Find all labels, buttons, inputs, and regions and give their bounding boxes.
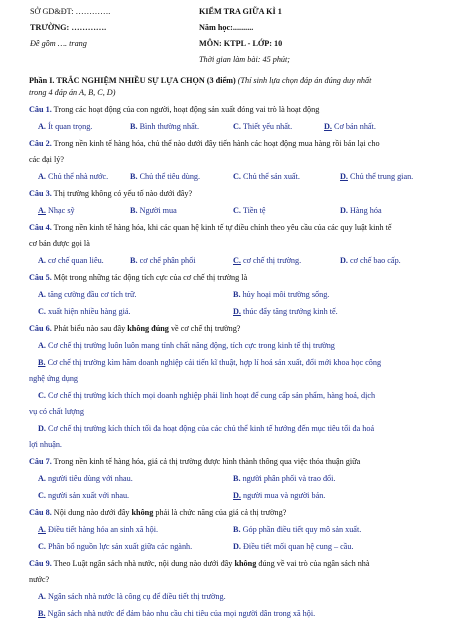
option-letter: C. xyxy=(38,307,46,316)
option-letter: C. xyxy=(38,491,46,500)
option-letter: C. xyxy=(233,122,241,131)
option-letter: A. xyxy=(38,172,46,181)
dept-label: SỞ GD&ĐT: …………. xyxy=(30,7,111,16)
question-1 xyxy=(29,105,425,116)
page-count-label: Đề gồm …. trang xyxy=(30,39,87,48)
question-text: Trong các hoạt động của con người, hoạt động sản xuất đóng vai trò là hoạt động xyxy=(53,105,320,114)
time-limit: Thời gian làm bài: 45 phút; xyxy=(199,55,291,64)
option-text: Cơ chế thị trường kìm hãm doanh nghiệp cải tiến kĩ thuật, hợp lí hoá sản xuất, đổi mới khoa học công xyxy=(47,358,382,367)
option-letter: D. xyxy=(340,172,348,181)
option-letter: A. xyxy=(38,474,46,483)
option-letter: A. xyxy=(38,592,46,601)
option-a[interactable] xyxy=(38,341,428,352)
option-text: cơ chế thị trường. xyxy=(243,256,302,265)
option-d[interactable] xyxy=(233,542,354,553)
option-letter: B. xyxy=(38,358,46,367)
option-letter: B. xyxy=(233,525,241,534)
option-letter: B. xyxy=(130,256,138,265)
option-text: Nhạc sỹ xyxy=(48,206,75,215)
exam-title: KIỂM TRA GIỮA KÌ 1 xyxy=(199,7,282,16)
section-title: Phần I. TRẮC NGHIỆM NHIỀU SỰ LỰA CHỌN (3 điểm) xyxy=(29,76,236,85)
option-b[interactable] xyxy=(38,609,315,620)
option-d[interactable] xyxy=(233,491,325,502)
question-text: Nội dung nào dưới đây xyxy=(53,508,130,517)
question-text: phải là chức năng của giá cả thị trường? xyxy=(155,508,287,517)
option-a[interactable] xyxy=(38,172,108,183)
option-letter: D. xyxy=(340,256,348,265)
question-text: Trong nền kinh tế hàng hóa, chủ thể nào dưới đây tiến hành các hoạt động mua hàng rồi bán lại cho xyxy=(53,139,380,148)
option-text: Phân bổ nguồn lực sản xuất giữa các ngành. xyxy=(48,542,193,551)
question-number: Câu 1. xyxy=(29,105,52,114)
question-4 xyxy=(29,223,425,234)
option-b[interactable] xyxy=(130,256,196,267)
question-number: Câu 3. xyxy=(29,189,52,198)
option-text: Chủ thể sản xuất. xyxy=(243,172,300,181)
option-text: Thiết yếu nhất. xyxy=(242,122,293,131)
option-letter: D. xyxy=(233,542,241,551)
option-c[interactable] xyxy=(233,122,292,133)
option-letter: D. xyxy=(233,307,241,316)
option-b[interactable] xyxy=(233,290,329,301)
question-6 xyxy=(29,324,425,335)
question-text: Theo Luật ngân sách nhà nước, nội dung nào dưới đây xyxy=(53,559,233,568)
option-letter: B. xyxy=(130,122,138,131)
option-letter: B. xyxy=(38,609,46,618)
option-text: hủy hoại môi trường sống. xyxy=(242,290,330,299)
option-letter: A. xyxy=(38,290,46,299)
option-letter: D. xyxy=(324,122,332,131)
option-letter: A. xyxy=(38,206,46,215)
option-text: Điều tiết hàng hóa an sinh xã hội. xyxy=(48,525,159,534)
option-letter: B. xyxy=(233,290,241,299)
question-text-cont: nước? xyxy=(29,575,50,584)
option-text: Người mua xyxy=(139,206,177,215)
option-text: Ít quan trọng. xyxy=(48,122,93,131)
option-letter: D. xyxy=(233,491,241,500)
question-text: Thị trường không có yếu tố nào dưới đây? xyxy=(53,189,193,198)
question-8 xyxy=(29,508,425,519)
question-3 xyxy=(29,189,425,200)
option-letter: D. xyxy=(340,206,348,215)
question-text: đúng về vai trò của ngân sách nhà xyxy=(258,559,370,568)
question-text-emphasis: không đúng xyxy=(127,324,169,333)
option-text: người tiêu dùng với nhau. xyxy=(48,474,133,483)
option-letter: D. xyxy=(38,424,46,433)
option-text: Bình thường nhất. xyxy=(139,122,200,131)
question-text: Một trong những tác động tích cực của cơ chế thị trường là xyxy=(53,273,248,282)
option-c[interactable] xyxy=(233,172,300,183)
option-a[interactable] xyxy=(38,206,75,217)
option-letter: B. xyxy=(130,172,138,181)
question-number: Câu 7. xyxy=(29,457,52,466)
option-a[interactable] xyxy=(38,592,226,603)
option-letter: C. xyxy=(38,391,46,400)
question-5 xyxy=(29,273,425,284)
option-b[interactable] xyxy=(233,525,361,536)
option-text: Ngân sách nhà nước để đảm bảo nhu cầu chi tiêu của mọi người dân trong xã hội. xyxy=(47,609,316,618)
question-number: Câu 4. xyxy=(29,223,52,232)
option-letter: C. xyxy=(38,542,46,551)
option-letter: B. xyxy=(233,474,241,483)
school-label: TRƯỜNG: …………. xyxy=(30,23,107,32)
option-letter: A. xyxy=(38,122,46,131)
question-9 xyxy=(29,559,425,570)
option-c[interactable] xyxy=(38,491,129,502)
section-heading xyxy=(29,76,429,87)
option-b-cont: nghệ ứng dụng xyxy=(29,374,79,383)
section-instruction-cont: trong 4 đáp án A, B, C, D) xyxy=(29,88,116,97)
option-text: cơ chế phân phối xyxy=(139,256,196,265)
subject-grade: MÔN: KTPL - LỚP: 10 xyxy=(199,39,283,48)
question-text-cont: các đại lý? xyxy=(29,155,65,164)
question-7 xyxy=(29,457,425,468)
question-text-cont: cơ bản được gọi là xyxy=(29,239,90,248)
option-a[interactable] xyxy=(38,122,92,133)
option-text: người mua và người bán. xyxy=(243,491,326,500)
option-text: cơ chế bao cấp. xyxy=(350,256,401,265)
option-d-cont: lợi nhuận. xyxy=(29,440,62,449)
option-a[interactable] xyxy=(38,290,136,301)
option-d[interactable] xyxy=(233,307,338,318)
option-c[interactable] xyxy=(233,206,266,217)
option-letter: C. xyxy=(233,172,241,181)
option-text: Góp phần điều tiết quy mô sản xuất. xyxy=(242,525,362,534)
option-letter: A. xyxy=(38,256,46,265)
option-b[interactable] xyxy=(38,358,433,369)
option-text: xuất hiện nhiều hàng giả. xyxy=(48,307,131,316)
question-text: Trong nền kinh tế hàng hóa, giá cả thị trường được hình thành thông qua việc thỏa thuận giữa xyxy=(53,457,361,466)
question-number: Câu 8. xyxy=(29,508,52,517)
option-text: thúc đẩy tăng trưởng kinh tế. xyxy=(243,307,338,316)
option-b[interactable] xyxy=(233,474,335,485)
question-text-emphasis: không xyxy=(234,559,257,568)
option-c-cont: vụ có chất lượng xyxy=(29,407,84,416)
option-d[interactable] xyxy=(38,424,433,435)
option-letter: B. xyxy=(130,206,138,215)
school-year: Năm học:.......... xyxy=(199,23,254,32)
option-a[interactable] xyxy=(38,256,104,267)
option-text: Ngân sách nhà nước là công cụ để điều tiết thị trường. xyxy=(48,592,226,601)
option-text: Hàng hóa xyxy=(350,206,382,215)
option-c[interactable] xyxy=(38,307,131,318)
option-d[interactable] xyxy=(324,122,376,133)
question-number: Câu 6. xyxy=(29,324,52,333)
option-b[interactable] xyxy=(130,206,177,217)
option-text: Điều tiết mối quan hệ cung – cầu. xyxy=(243,542,354,551)
option-text: Chủ thể nhà nước. xyxy=(48,172,109,181)
option-text: Cơ chế thị trường luôn luôn mang tính chất năng động, tích cực trong kinh tế thị trường xyxy=(48,341,335,350)
question-number: Câu 9. xyxy=(29,559,52,568)
option-letter: C. xyxy=(233,256,241,265)
option-text: người sản xuất với nhau. xyxy=(48,491,130,500)
option-text: Chủ thể tiêu dùng. xyxy=(139,172,201,181)
option-d[interactable] xyxy=(340,256,401,267)
question-number: Câu 5. xyxy=(29,273,52,282)
option-text: cơ chế quan liêu. xyxy=(48,256,104,265)
option-text: Cơ bản nhất. xyxy=(334,122,376,131)
question-text-emphasis: không xyxy=(131,508,154,517)
option-text: người phân phối và trao đổi. xyxy=(242,474,336,483)
option-c[interactable] xyxy=(38,542,192,553)
option-text: Cơ chế thị trường kích thích mọi doanh nghiệp phải linh hoạt để cung cấp sản phẩm, hàng hoá, dịch xyxy=(48,391,376,400)
option-a[interactable] xyxy=(38,474,133,485)
option-text: tăng cường đầu cơ tích trữ. xyxy=(48,290,137,299)
option-letter: A. xyxy=(38,341,46,350)
question-text: Phát biểu nào sau đây xyxy=(53,324,126,333)
option-a[interactable] xyxy=(38,525,158,536)
question-number: Câu 2. xyxy=(29,139,52,148)
option-text: Cơ chế thị trường kích thích tối đa hoạt động của các chủ thể kinh tế hướng đến mục tiêu tối đa hoá xyxy=(48,424,375,433)
option-b[interactable] xyxy=(130,172,200,183)
option-letter: C. xyxy=(233,206,241,215)
option-text: Tiền tệ xyxy=(242,206,266,215)
option-text: Chủ thể trung gian. xyxy=(350,172,414,181)
option-c[interactable] xyxy=(233,256,301,267)
question-text: về cơ chế thị trường? xyxy=(170,324,241,333)
option-b[interactable] xyxy=(130,122,199,133)
question-2 xyxy=(29,139,425,150)
option-letter: A. xyxy=(38,525,46,534)
section-instruction: (Thí sinh lựa chọn đáp án đúng duy nhất xyxy=(237,76,372,85)
option-d[interactable] xyxy=(340,172,413,183)
option-c[interactable] xyxy=(38,391,433,402)
option-d[interactable] xyxy=(340,206,382,217)
question-text: Trong nền kinh tế hàng hóa, khi các quan hệ kinh tế tự điều chỉnh theo yêu cầu của các quy luật kinh tế xyxy=(53,223,392,232)
